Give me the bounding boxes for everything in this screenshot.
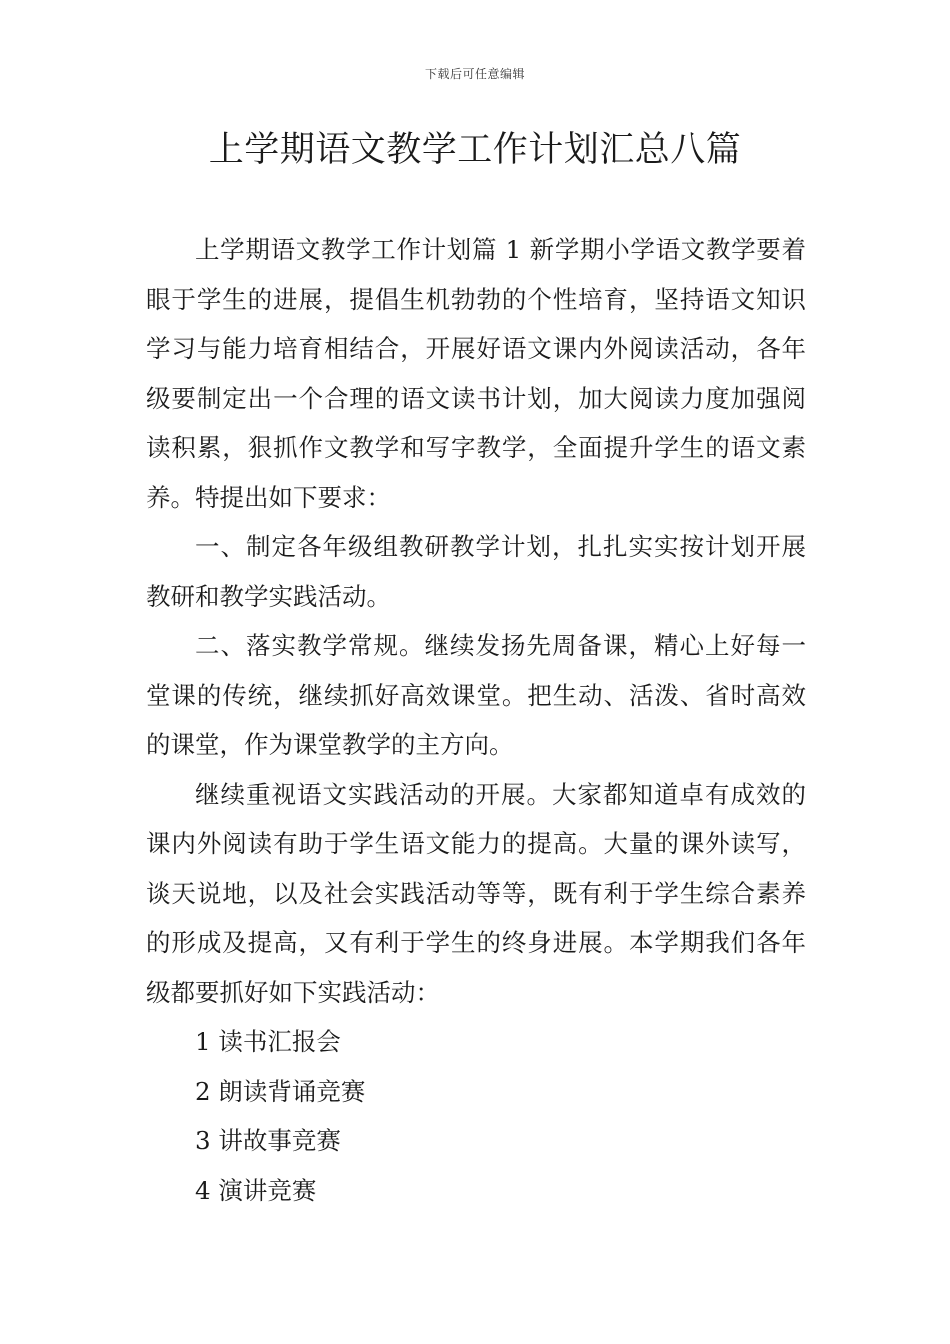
paragraph-item-one: 一、制定各年级组教研教学计划，扎扎实实按计划开展教研和教学实践活动。	[146, 532, 806, 611]
activity-list-item: 3 讲故事竞赛	[195, 1126, 341, 1155]
paragraph-item-two: 二、落实教学常规。继续发扬先周备课，精心上好每一堂课的传统，继续抓好高效课堂。把生动、活泼、省时高效的课堂，作为课堂教学的主方向。	[146, 631, 806, 759]
activity-list-item: 2 朗读背诵竞赛	[195, 1076, 366, 1106]
header-note: 下载后可任意编辑	[424, 67, 525, 81]
activity-list-item: 4 演讲竞赛	[195, 1175, 317, 1205]
document-title: 上学期语文教学工作计划汇总八篇	[208, 130, 742, 170]
activity-list-item: 1 读书汇报会	[195, 1027, 341, 1056]
paragraph-intro: 上学期语文教学工作计划篇 1 新学期小学语文教学要着眼于学生的进展，提倡生机勃勃的个性培育，坚持语文知识学习与能力培育相结合，开展好语文课内外阅读活动，各年级要制定出一个合理的语文读书计划，加大阅读力度加强阅读积累，狠抓作文教学和写字教学，全面提升学生的语文素养。特提出如下要求：	[146, 235, 806, 512]
paragraph-practice: 继续重视语文实践活动的开展。大家都知道卓有成效的课内外阅读有助于学生语文能力的提高。大量的课外读写，谈天说地，以及社会实践活动等等，既有利于学生综合素养的形成及提高，又有利于学生的终身进展。本学期我们各年级都要抓好如下实践活动：	[146, 779, 806, 1007]
document-body	[146, 225, 806, 1215]
